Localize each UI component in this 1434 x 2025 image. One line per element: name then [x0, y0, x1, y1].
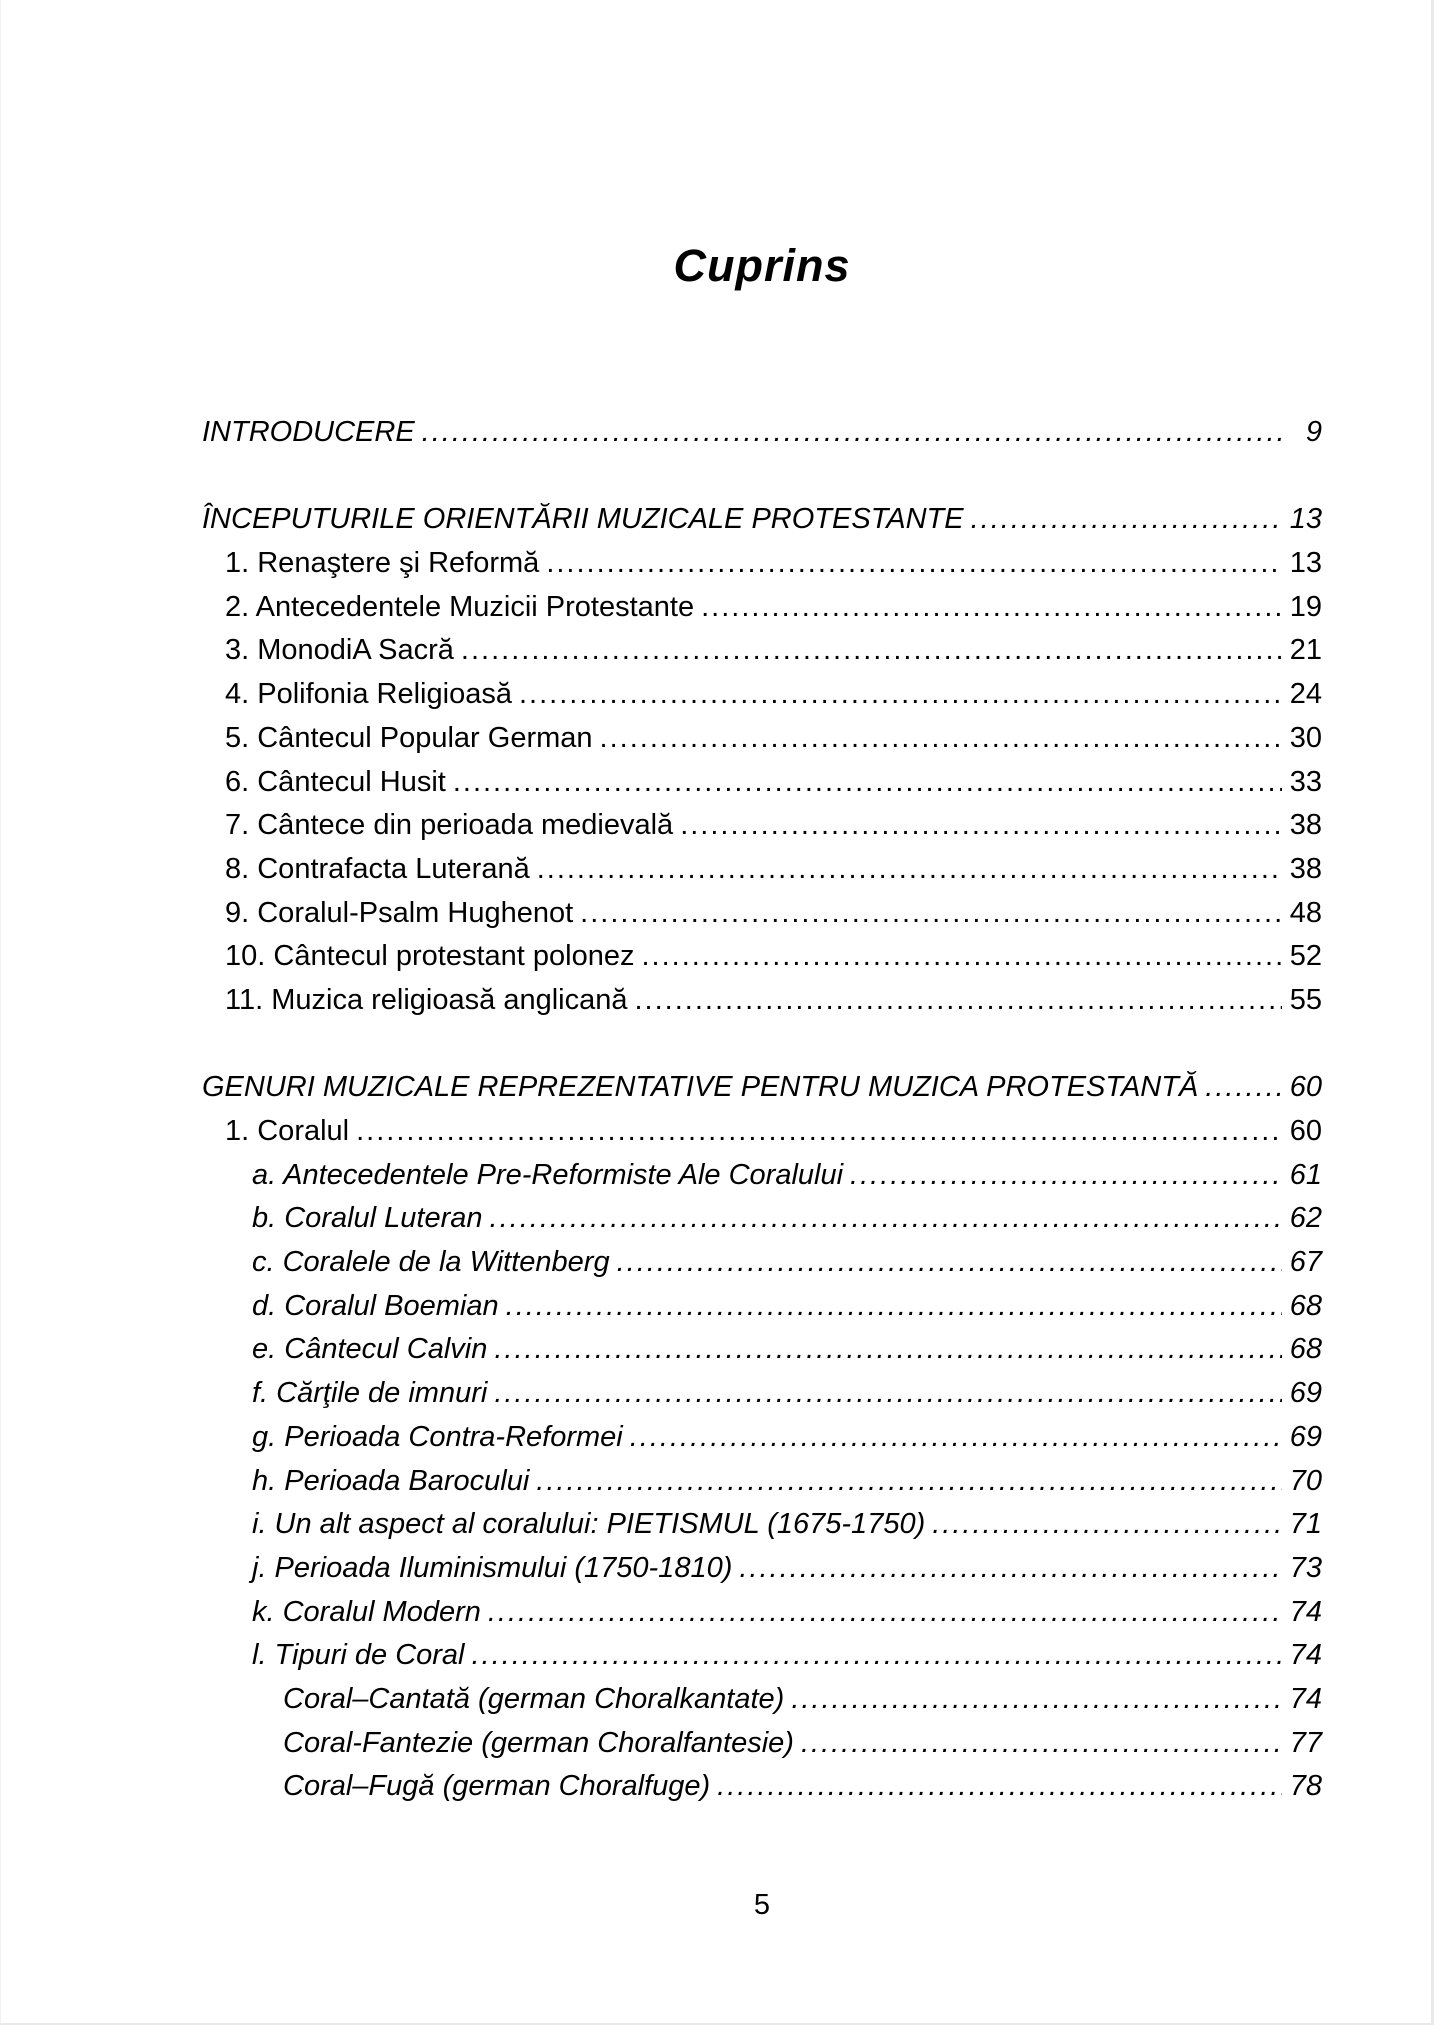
toc-entry [202, 804, 1322, 848]
toc-entry-page: 78 [1289, 1770, 1322, 1803]
toc-entry [202, 1154, 1322, 1198]
toc-entry-page: 68 [1289, 1289, 1322, 1322]
dot-leader [490, 1197, 1282, 1241]
toc-entry-page: 69 [1289, 1420, 1322, 1453]
toc-entry-page: 48 [1289, 896, 1322, 929]
toc-entry [202, 1503, 1322, 1547]
toc-entry-label: Coral–Fugă (german Choralfuge) [283, 1770, 711, 1803]
dot-leader [494, 1328, 1282, 1372]
toc-entry-label: i. Un alt aspect al coralului: PIETISMUL (1675-1750) [252, 1508, 926, 1541]
toc-entry-label: 1. Renaştere şi Reformă [225, 547, 540, 580]
toc-entry-label: g. Perioada Contra-Reformei [252, 1420, 623, 1453]
dot-leader [453, 761, 1282, 805]
toc-entry-page: 30 [1289, 721, 1322, 754]
toc-entry-page: 9 [1305, 416, 1322, 448]
dot-leader [472, 1634, 1283, 1678]
toc-entry-page: 21 [1289, 634, 1322, 667]
toc-entry [202, 1197, 1322, 1241]
toc-entry [202, 1372, 1322, 1416]
toc-entry-label: GENURI MUZICALE REPREZENTATIVE PENTRU MUZICA PROTESTANTĂ [202, 1071, 1199, 1104]
toc-entry-page: 73 [1289, 1551, 1322, 1584]
toc-entry-page: 68 [1289, 1333, 1322, 1366]
toc-entry-label: 6. Cântecul Husit [225, 765, 446, 798]
toc-entry-page: 70 [1289, 1464, 1322, 1497]
dot-leader [739, 1547, 1282, 1591]
dot-leader [1205, 1066, 1282, 1110]
toc-entry [202, 1328, 1322, 1372]
dot-leader [536, 1460, 1282, 1504]
toc-entry-page: 60 [1289, 1115, 1322, 1147]
toc-entry [202, 629, 1322, 673]
toc-entry-label: a. Antecedentele Pre-Reformiste Ale Coralului [252, 1158, 844, 1191]
toc-entry-label: 4. Polifonia Religioasă [225, 678, 512, 711]
dot-leader [850, 1154, 1282, 1198]
toc-entry-label: 11. Muzica religioasă anglicană [225, 983, 628, 1016]
toc-entry-label: 7. Cântece din perioada medievală [225, 809, 674, 842]
dot-leader [537, 848, 1282, 892]
toc-entry [202, 411, 1322, 455]
toc-entry-label: 3. MonodiA Sacră [225, 634, 454, 667]
toc-entry [202, 979, 1322, 1023]
toc-entry-page: 24 [1289, 678, 1322, 711]
dot-leader [546, 542, 1282, 586]
dot-leader [701, 586, 1282, 630]
toc-entry-label: 9. Coralul-Psalm Hughenot [225, 896, 574, 929]
toc-entry [202, 1066, 1322, 1110]
dot-leader [801, 1722, 1282, 1766]
toc-entry-label: 5. Cântecul Popular German [225, 721, 593, 754]
toc-entry [202, 1460, 1322, 1504]
toc-entry-label: Coral–Cantată (german Choralkantate) [283, 1682, 785, 1715]
dot-leader [971, 498, 1282, 542]
page-title: Cuprins [673, 240, 851, 291]
toc-entry-page: 52 [1289, 940, 1322, 973]
toc-entry-label: 10. Cântecul protestant polonez [225, 940, 635, 973]
toc-entry-label: c. Coralele de la Wittenberg [252, 1246, 610, 1279]
table-of-contents [202, 411, 1322, 1809]
toc-entry [202, 1416, 1322, 1460]
dot-leader [461, 629, 1282, 673]
toc-entry-page: 13 [1289, 503, 1322, 536]
toc-entry [202, 1634, 1322, 1678]
toc-entry-label: l. Tipuri de Coral [252, 1639, 465, 1672]
toc-entry-page: 67 [1289, 1246, 1322, 1279]
toc-entry-page: 69 [1289, 1377, 1322, 1410]
toc-entry-page: 74 [1289, 1595, 1322, 1628]
toc-entry-page: 13 [1289, 547, 1322, 580]
toc-entry [202, 1591, 1322, 1635]
toc-entry [202, 892, 1322, 936]
toc-entry [202, 673, 1322, 717]
toc-entry-label: d. Coralul Boemian [252, 1289, 499, 1322]
toc-entry-label: 2. Antecedentele Muzicii Protestante [225, 590, 695, 623]
toc-entry [202, 848, 1322, 892]
toc-entry [202, 935, 1322, 979]
toc-entry-label: h. Perioada Barocului [252, 1464, 530, 1497]
toc-entry-page: 19 [1289, 590, 1322, 623]
toc-entry-label: 1. Coralul [225, 1115, 350, 1147]
toc-entry-page: 61 [1289, 1158, 1322, 1191]
dot-leader [519, 673, 1282, 717]
toc-entry [202, 1547, 1322, 1591]
dot-leader [717, 1765, 1282, 1809]
toc-entry-page: 60 [1289, 1071, 1322, 1104]
toc-entry [202, 498, 1322, 542]
dot-leader [356, 1110, 1282, 1154]
toc-entry [202, 586, 1322, 630]
dot-leader [600, 717, 1282, 761]
toc-entry-page: 62 [1289, 1202, 1322, 1235]
toc-entry [202, 1722, 1322, 1766]
dot-leader [580, 892, 1282, 936]
toc-entry [202, 1110, 1322, 1154]
toc-entry-label: k. Coralul Modern [252, 1595, 481, 1628]
dot-leader [791, 1678, 1282, 1722]
toc-entry-page: 38 [1289, 852, 1322, 885]
footer-page-number: 5 [753, 1889, 771, 1921]
toc-entry-label: e. Cântecul Calvin [252, 1333, 488, 1366]
toc-entry-page: 71 [1289, 1508, 1322, 1541]
toc-entry-page: 33 [1289, 765, 1322, 798]
toc-entry [202, 1765, 1322, 1809]
toc-entry [202, 761, 1322, 805]
toc-entry-page: 74 [1289, 1639, 1322, 1672]
toc-entry [202, 1285, 1322, 1329]
toc-entry [202, 1241, 1322, 1285]
toc-entry-page: 74 [1289, 1682, 1322, 1715]
toc-entry-label: ÎNCEPUTURILE ORIENTĂRII MUZICALE PROTESTANTE [202, 503, 964, 536]
toc-entry-label: j. Perioada Iluminismului (1750-1810) [252, 1551, 733, 1584]
toc-entry-page: 55 [1289, 983, 1322, 1016]
dot-leader [642, 935, 1283, 979]
toc-entry-page: 77 [1289, 1726, 1322, 1759]
toc-entry [202, 542, 1322, 586]
dot-leader [617, 1241, 1282, 1285]
toc-entry-label: b. Coralul Luteran [252, 1202, 483, 1235]
dot-leader [488, 1591, 1282, 1635]
toc-entry [202, 1678, 1322, 1722]
toc-entry-label: Coral-Fantezie (german Choralfantesie) [283, 1726, 794, 1759]
toc-entry-label: 8. Contrafacta Luterană [225, 852, 530, 885]
dot-leader [932, 1503, 1282, 1547]
dot-leader [506, 1285, 1282, 1329]
dot-leader [630, 1416, 1282, 1460]
dot-leader [680, 804, 1282, 848]
toc-entry-label: f. Cărţile de imnuri [252, 1377, 488, 1410]
dot-leader [422, 411, 1282, 455]
dot-leader [634, 979, 1282, 1023]
dot-leader [494, 1372, 1282, 1416]
toc-entry-label: INTRODUCERE [202, 416, 415, 448]
toc-entry [202, 717, 1322, 761]
toc-entry-page: 38 [1289, 809, 1322, 842]
